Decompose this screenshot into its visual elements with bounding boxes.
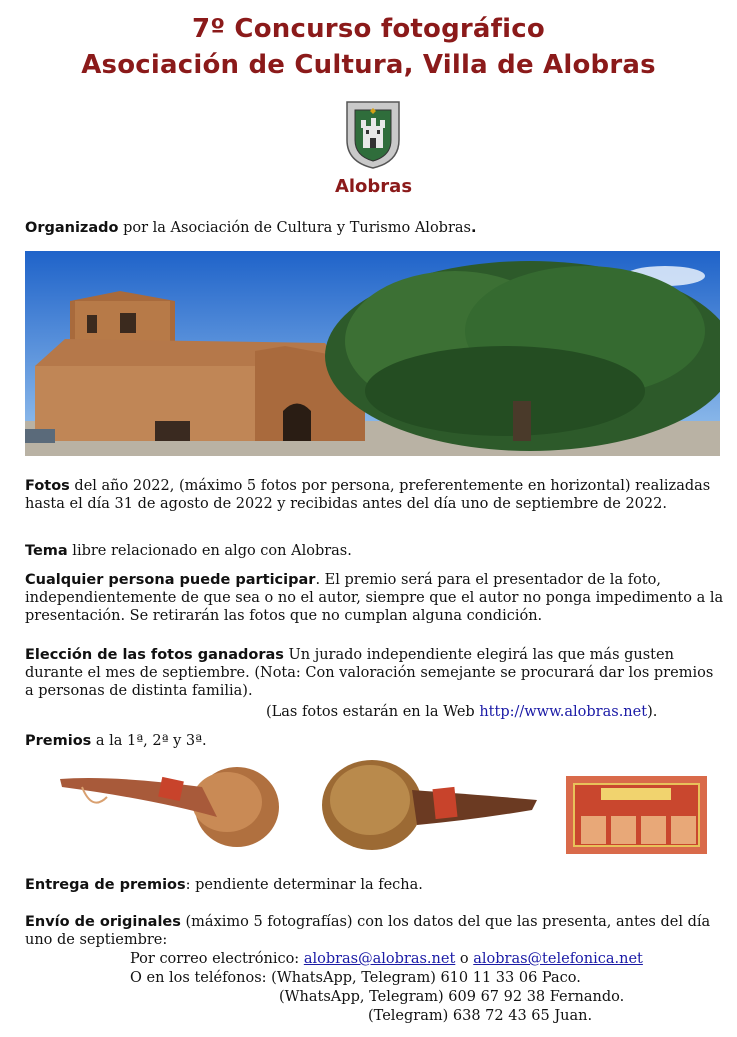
phone-line-3: (Telegram) 638 72 43 65 Juan. — [368, 1008, 593, 1024]
envio-paragraph — [25, 913, 725, 949]
email-line — [130, 950, 643, 968]
premios-label: Premios — [25, 733, 92, 749]
organized-label: Organizado — [25, 220, 119, 236]
envio-label: Envío de originales — [25, 914, 181, 930]
web-link[interactable]: http://www.alobras.net — [479, 704, 648, 720]
fotos-text: del año 2022, (máximo 5 fotos por persona, preferentemente en horizontal) realizadas hasta el día 31 de agosto de 2022 y recibidas antes del día uno de septiembre de 2022. — [25, 478, 711, 512]
prize-sausage-pack-image — [566, 776, 707, 854]
eleccion-text: Un jurado independiente elegirá las que más gusten durante el mes de septiembre. (Nota: Con valoración semejante se procurará dar los premios a personas de distinta familia). — [25, 647, 714, 699]
page-title-line1: 7º Concurso fotográfico — [192, 14, 545, 44]
prize-ham-2-image — [312, 750, 540, 855]
tema-text: libre relacionado en algo con Alobras. — [67, 543, 352, 559]
email-separator: o — [455, 951, 474, 967]
web-note-suffix: ). — [647, 704, 658, 720]
entrega-paragraph — [25, 876, 725, 894]
participar-paragraph — [25, 571, 725, 625]
web-note-prefix: (Las fotos estarán en la Web — [266, 704, 480, 720]
organized-text: por la Asociación de Cultura y Turismo Alobras — [118, 220, 471, 236]
crest-caption: Alobras — [334, 176, 413, 197]
entrega-label: Entrega de premios — [25, 877, 186, 893]
fotos-paragraph — [25, 477, 725, 513]
participar-text: . El premio será para el presentador de la foto, independientemente de que sea o no el autor, siempre que el autor no ponga impedimento a la presentación. Se retirarán las fotos que no cumplan alguna condición. — [25, 572, 724, 624]
envio-text: (máximo 5 fotografías) con los datos del que las presenta, antes del día uno de septiembre: — [25, 914, 711, 948]
email-link-1[interactable]: alobras@alobras.net — [303, 951, 456, 967]
entrega-text: : pendiente determinar la fecha. — [185, 877, 423, 893]
page-title-line2: Asociación de Cultura, Villa de Alobras — [81, 50, 656, 80]
coat-of-arms-icon — [344, 100, 402, 170]
phone-label: O en los teléfonos: — [130, 970, 272, 986]
phone-line-2: (WhatsApp, Telegram) 609 67 92 38 Fernando. — [279, 989, 625, 1005]
email-link-2[interactable]: alobras@telefonica.net — [473, 951, 643, 967]
phone-line-1 — [130, 969, 581, 987]
premios-text: a la 1ª, 2ª y 3ª. — [91, 733, 207, 749]
web-note — [266, 703, 657, 721]
organized-end: . — [470, 220, 477, 236]
church-photo — [25, 251, 720, 456]
tema-paragraph — [25, 542, 725, 560]
participar-label: Cualquier persona puede participar — [25, 572, 316, 588]
tema-label: Tema — [25, 543, 68, 559]
premios-paragraph — [25, 732, 725, 750]
fotos-label: Fotos — [25, 478, 70, 494]
phone-paco: (WhatsApp, Telegram) 610 11 33 06 Paco. — [271, 970, 581, 986]
organized-paragraph — [25, 219, 725, 237]
eleccion-paragraph — [25, 646, 725, 700]
prize-ham-1-image — [52, 757, 280, 852]
eleccion-label: Elección de las fotos ganadoras — [25, 647, 284, 663]
email-label: Por correo electrónico: — [130, 951, 304, 967]
